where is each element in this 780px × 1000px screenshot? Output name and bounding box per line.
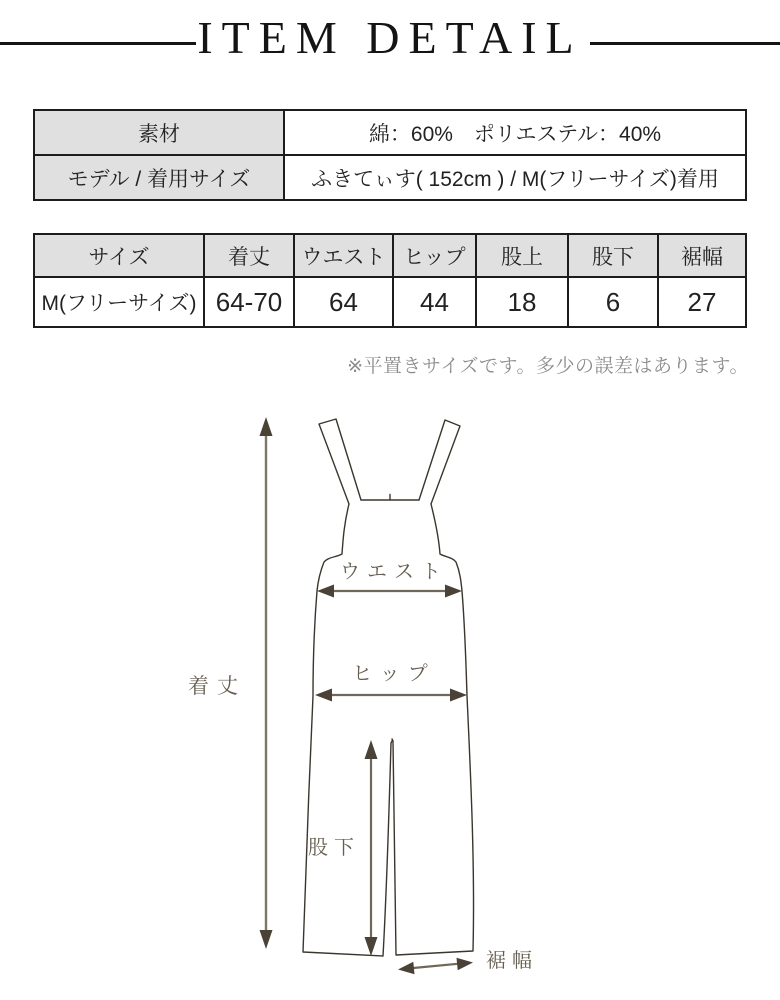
size-header-rise: 股上	[476, 234, 568, 277]
left-strap	[319, 419, 361, 504]
size-table	[33, 233, 747, 328]
size-header-length: 着丈	[204, 234, 294, 277]
size-table-header-row	[34, 234, 746, 277]
header-rule-right	[590, 42, 780, 45]
size-value-inseam: 6	[568, 277, 658, 327]
spec-table	[33, 109, 747, 201]
size-value-size: M(フリーサイズ)	[34, 277, 204, 327]
size-value-length: 64-70	[204, 277, 294, 327]
size-table-data-row	[34, 277, 746, 327]
size-header-waist: ウエスト	[294, 234, 393, 277]
size-header-hip: ヒップ	[393, 234, 476, 277]
garment-outline	[303, 419, 474, 956]
size-value-hem: 27	[658, 277, 746, 327]
spec-row-material	[34, 110, 746, 155]
hem-width-label: 裾幅	[486, 950, 538, 972]
flat-measure-note: ※平置きサイズです。多少の誤差はあります。	[347, 356, 749, 377]
spec-row-model	[34, 155, 746, 200]
size-value-rise: 18	[476, 277, 568, 327]
page-title: ITEM DETAIL	[197, 12, 583, 63]
size-header-inseam: 股下	[568, 234, 658, 277]
size-value-waist: 64	[294, 277, 393, 327]
waist-label: ウエスト	[340, 561, 448, 583]
spec-label-model: モデル / 着用サイズ	[34, 155, 284, 200]
garment-diagram	[0, 395, 780, 1000]
waist-arrow	[317, 585, 462, 598]
hip-arrow	[315, 689, 467, 702]
length-arrow	[260, 417, 273, 949]
hip-label: ヒップ	[352, 663, 436, 685]
length-label: 着丈	[188, 675, 246, 698]
size-header-size: サイズ	[34, 234, 204, 277]
spec-value-model: ふきてぃす( 152cm ) / M(フリーサイズ)着用	[284, 155, 746, 200]
hem-width-arrow	[398, 958, 473, 975]
spec-value-material: 綿：60% ポリエステル：40%	[284, 110, 746, 155]
size-value-hip: 44	[393, 277, 476, 327]
size-header-hem: 裾幅	[658, 234, 746, 277]
inseam-arrow	[365, 740, 378, 956]
spec-label-material: 素材	[34, 110, 284, 155]
right-strap	[419, 420, 460, 504]
inseam-label: 股下	[308, 837, 360, 859]
